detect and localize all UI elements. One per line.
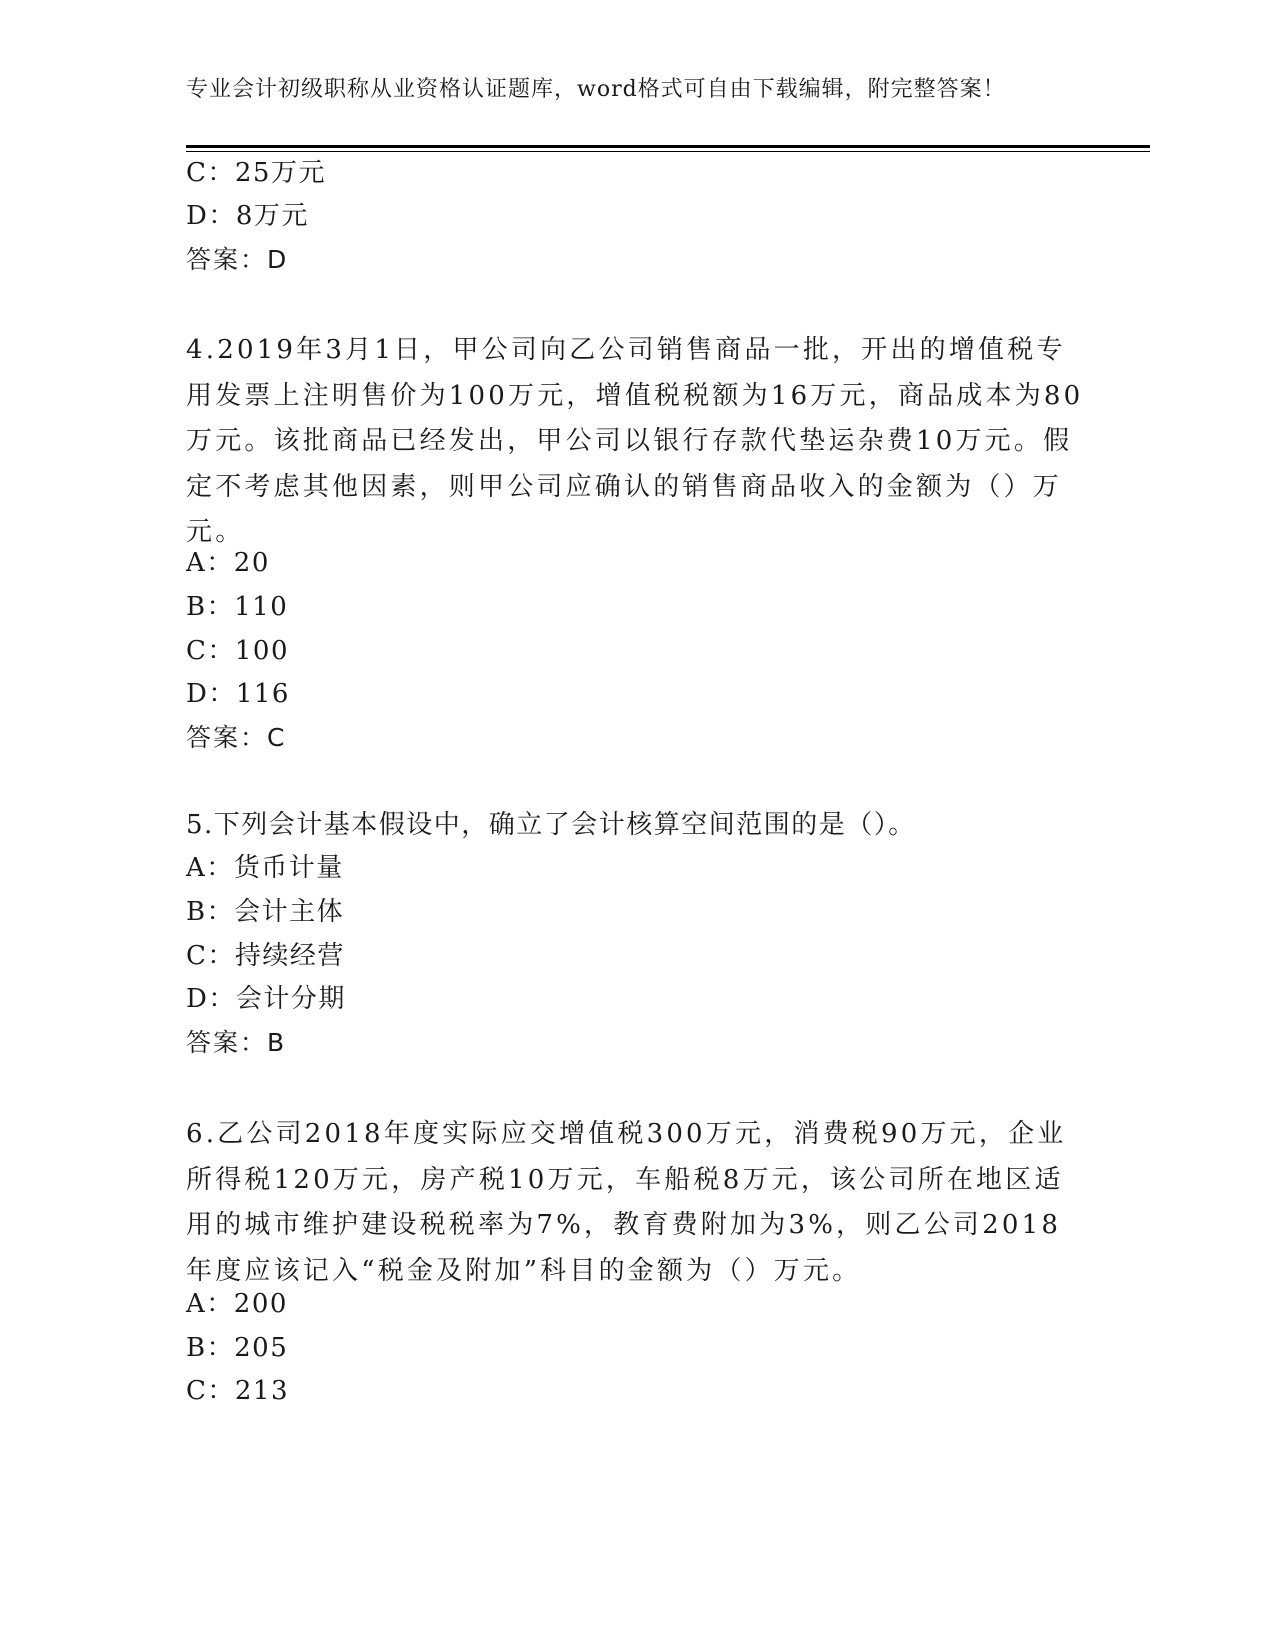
q5-answer: 答案：B [186, 1028, 287, 1057]
header-rule-thick [186, 145, 1150, 148]
q4-option-b: B：110 [186, 592, 289, 622]
q5-option-d: D：会计分期 [186, 984, 346, 1014]
header-rule-thin [186, 151, 1150, 152]
q5-option-a: A：货币计量 [186, 853, 344, 883]
q6-option-a: A：200 [186, 1289, 288, 1319]
q4-stem: 4.2019年3月1日，甲公司向乙公司销售商品一批，开出的增值税专用发票上注明售价为100万元，增值税税额为16万元，商品成本为80万元。该批商品已经发出，甲公司以银行存款代垫运杂费10万元。假定不考虑其他因素，则甲公司应确认的销售商品收入的金额为（）万元。 [186, 335, 1084, 547]
q6-stem: 6.乙公司2018年度实际应交增值税300万元，消费税90万元，企业所得税120万元，房产税10万元，车船税8万元，该公司所在地区适用的城市维护建设税税率为7%，教育费附加为3%，则乙公司2018年度应该记入“税金及附加”科目的金额为（）万元。 [186, 1119, 1067, 1286]
q4-option-c: C：100 [186, 636, 290, 666]
q4-option-d: D：116 [186, 679, 290, 709]
q6-option-c: C：213 [186, 1376, 290, 1406]
q6-option-b: B：205 [186, 1333, 289, 1363]
page-header: 专业会计初级职称从业资格认证题库，word格式可自由下载编辑，附完整答案！ [186, 77, 1006, 102]
q5-stem: 5.下列会计基本假设中，确立了会计核算空间范围的是（）。 [186, 810, 916, 840]
q3-option-d: D：8万元 [186, 201, 309, 231]
q3-answer: 答案：D [186, 245, 289, 274]
q5-option-b: B：会计主体 [186, 897, 345, 927]
q4-option-a: A：20 [186, 548, 270, 578]
q3-option-c: C：25万元 [186, 158, 326, 188]
q5-option-c: C：持续经营 [186, 941, 345, 971]
q4-answer: 答案：C [186, 723, 287, 752]
